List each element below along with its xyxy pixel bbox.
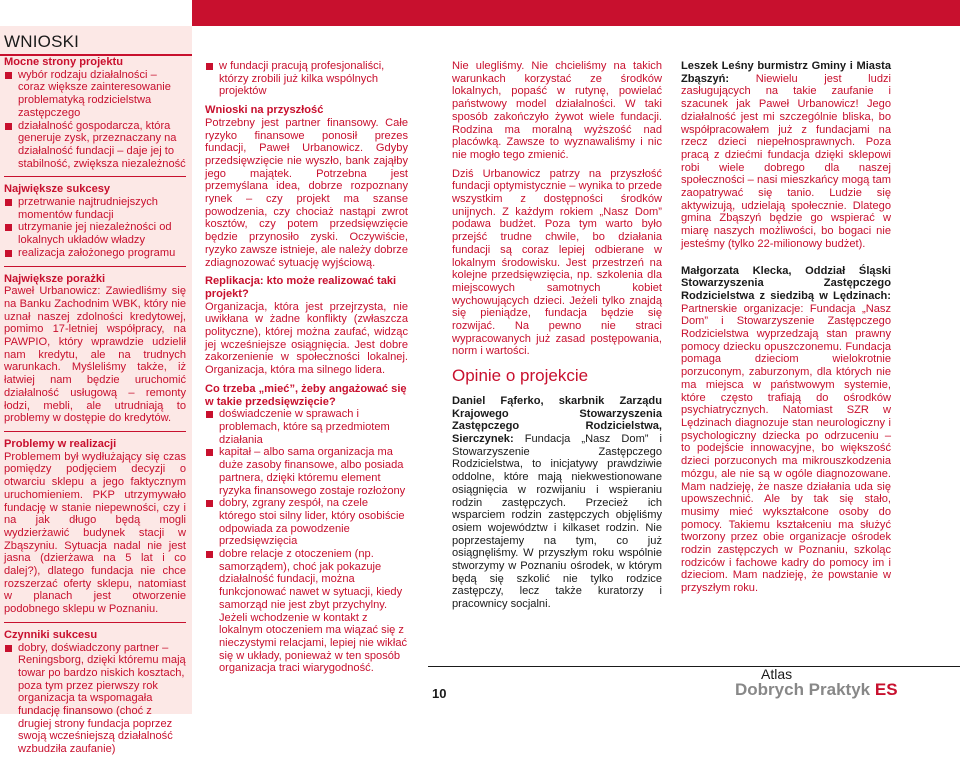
list-factors — [4, 642, 186, 756]
problems-text: Problemem był wydłużający się czas pomiędzy podjęciem decyzji o otwarciu sklepu a jego faktycznym uruchomieniem. PKP utrzymywało fundację w stanie niepewności, czy i na jak długo będą mogli wydzierżawić budynek stacji w Zbąszyniu. Sytuacja nadal nie jest jasna (dzierżawa na 5 lat i co dalej?), dlatego fundacja nie chce rozszerzać oferty sklepu, natomiast w planach jest otworzenie podobnego sklepu w Poznaniu. — [4, 450, 186, 616]
speaker-name: Leszek Leśny burmistrz Gminy i Miasta Zbąszyń: — [681, 60, 891, 85]
list-team — [205, 60, 408, 98]
footer-divider — [428, 666, 960, 667]
opinion-lesny — [681, 60, 891, 251]
heading-failures: Największe porażki — [4, 272, 106, 285]
section-title: WNIOSKI — [4, 32, 80, 51]
divider — [4, 176, 186, 177]
heading-factors: Czynniki sukcesu — [4, 628, 98, 641]
quote-text: Partnerskie organizacje: Fundacja „Nasz Dom” i Stowarzyszenie Zastępczego Rodzicielstwa wyprzedzają stan prawny pomocy dziecku opuszczonemu. Fundacja pomaga dzieciom wielokrotnie porzuconym, zaburzonym, dla których nie ma miejsca w państwowym systemie, które często trafiają do ośrodków psychiatrycznych. Natomiast SZR w Lędzinach diagnozuje stan neurologiczny i psychologiczny dziecka po odrzuceniu – to podejście innowacyjne, bo większość dzieci porzuconych ma mikrouszkodzenia mózgu, ale nie są w ogóle diagnozowane. Mam nadzieję, że nasze działania uda się upowszechnić. Ale by tak się stało, musimy mieć wykształcone osoby do pomocy. Takiemu kształceniu ma służyć tworzony przez obie organizacje ośrodek rodzin zastępczych w Poznaniu, szkoląc rodziców i fachowe kadry do pomocy im i dzieciom. Mam nadzieję, że powstanie w przyszłym roku. — [681, 302, 891, 595]
failures-text: Paweł Urbanowicz: Zawiedliśmy się na Banku Zachodnim WBK, który nie uznał naszej zdolności kredytowej, pomimo 17-letniej współpracy, na PAWPIO, który wprawdzie udzielił nam kredytu, ale na trudnych warunkach. Myśleliśmy także, iż łatwiej nam będzie uruchomić działalność usługową – remonty łodzi, mebli, ale utrudniają to problemy w dostępie do kredytów. — [4, 285, 186, 425]
list-needs — [205, 408, 408, 675]
heading-strengths: Mocne strony projektu — [4, 56, 123, 68]
heading-future: Wnioski na przyszłość — [205, 104, 324, 117]
heading-successes: Największe sukcesy — [4, 183, 111, 196]
paragraph: Nie ulegliśmy. Nie chcieliśmy na takich warunkach korzystać ze środków lokalnych, popaść w rutynę, powielać państwowy model działalności. W taki sposób zakończyło żywot wiele fundacji. Rodzina ma moralną wyższość nad placówką. Zawsze to wyznawaliśmy i nic nie mogło tego zmienić. — [452, 60, 662, 161]
heading-problems: Problemy w realizacji — [4, 437, 117, 450]
opinion-fafer — [452, 395, 662, 611]
column-1 — [4, 56, 186, 762]
divider — [4, 431, 186, 432]
list-item: przetrwanie najtrudniejszych momentów fundacji — [4, 196, 186, 221]
speaker-name: Małgorzata Klecka, Oddział Śląski Stowarzyszenia Zastępczego Rodzicielstwa z siedzibą w Lędzinach: — [681, 264, 891, 302]
list-strengths — [4, 69, 186, 171]
divider — [4, 622, 186, 623]
list-item: w fundacji pracują profesjonaliści, którzy zrobili już kilka wspólnych projektów — [205, 60, 408, 98]
column-2 — [205, 60, 408, 681]
list-item: doświadczenie w sprawach i problemach, które są przedmiotem działania — [205, 408, 408, 446]
heading-needs: Co trzeba „mieć”, żeby angażować się w takie przedsięwzięcie? — [205, 382, 407, 408]
column-4 — [681, 60, 891, 601]
list-item: działalność gospodarcza, która generuje zysk, przeznaczany na działalność fundacji – daje jej to stabilność, zwiększa niezależność — [4, 120, 186, 171]
header-spacer — [0, 0, 193, 26]
list-successes — [4, 196, 186, 260]
quote-text: Fundacja „Nasz Dom” i Stowarzyszenie Zastępczego Rodzicielstwa, to inicjatywy prawdziwie oddolne, które mają niekwestionowane osiągnięcia w rozwijaniu i wspieraniu rodzin zastępczych. Przecież ich wsparciem rodzin zastępczych objęliśmy osiem województw i kilkaset rodzin. Nie poprzestajemy na tym, co już osiągnęliśmy. W przyszłym roku wspólnie stworzymy w Poznaniu ośrodek, w którym będą się szkolić nie tylko rodzice zastępczy, lecz także kuratorzy i pracownicy socjalni. — [452, 432, 663, 611]
list-item: utrzymanie jej niezależności od lokalnych układów władzy — [4, 221, 186, 246]
section-title-bar — [0, 26, 192, 56]
replication-text: Organizacja, która jest przejrzysta, nie uwikłana w żadne konflikty (zwłaszcza polityczne), której można zaufać, widząc jej wcześniejsze osiągnięcia. Jest dobre zakorzenienie w społeczności lokalnej. Organizacja, która ma silnego lidera. — [205, 300, 408, 377]
logo-atlas: Atlas — [761, 666, 793, 682]
list-item: dobry, zgrany zespół, na czele którego stoi silny lider, który osobiście odpowiada za powodzenie przedsięwzięcia — [205, 497, 408, 548]
divider — [4, 266, 186, 267]
publication-logo — [735, 666, 898, 700]
page-number: 10 — [432, 686, 447, 701]
column-3 — [452, 60, 662, 617]
list-item: dobry, doświadczony partner – Reningsborg, dzięki któremu mają towar po bardzo niskich kosztach, poza tym przez pierwszy rok organizacja ta wspomagała fundację finansowo (choć z drugiej strony fundacja poprzez swoją wcześniejszą działalność wzbudziła zaufanie) — [4, 642, 186, 756]
header-red-bar — [192, 0, 960, 26]
list-item: wybór rodzaju działalności – coraz większe zainteresowanie problematyką rodzicielstwa zastępczego — [4, 69, 186, 120]
logo-main: Dobrych Praktyk — [735, 680, 871, 699]
list-item: kapitał – albo sama organizacja ma duże zasoby finansowe, albo posiada partnera, dzięki któremu element ryzyka finansowego zostaje rozłożony — [205, 446, 408, 497]
speaker-name: Daniel Fąferko, skarbnik Zarządu Krajowego Stowarzyszenia Zastępczego Rodzicielstwa, Sierczynek: — [452, 394, 662, 445]
opinions-heading: Opinie o projekcie — [452, 366, 589, 386]
opinion-klecka — [681, 265, 891, 595]
heading-replication: Replikacja: kto może realizować taki projekt? — [205, 275, 397, 300]
future-text: Potrzebny jest partner finansowy. Całe ryzyko finansowe ponosił prezes fundacji, Paweł Urbanowicz. Gdyby przedsięwzięcie nie wyszło, bank zająłby jego majątek. Potrzebna jest przemyślana idea, dobrze rozpoznany rynek – czy projekt ma szanse powodzenia, czy chociaż nastąpi zwrot kosztów, czy potem przedsięwzięcie będzie przynosiło zyski. Oczywiście, ryzyko zawsze istnieje, ale należy dobrze zdiagnozować sytuację wyjściową. — [205, 116, 408, 269]
list-item: dobre relacje z otoczeniem (np. samorządem), choć jak pokazuje działalność fundacji, można funkcjonować nawet w sytuacji, kiedy samorząd nie jest zbyt przychylny. Jeżeli wchodzenie w kontakt z lokalnym otoczeniem ma wiązać się z nieczystymi relacjami, lepiej nie wikłać się w układy, ponieważ w ten sposób organizacja traci wiarygodność. — [205, 548, 408, 675]
logo-es: ES — [874, 680, 898, 699]
quote-text: Niewielu jest ludzi zasługujących na takie zaufanie i szacunek jak Paweł Urbanowicz! Jego działalność jest mi szczególnie bliska, bo współpracowałem już z fundacjami na rzecz dzieci niepełnosprawnych. Poza pracą z dziećmi fundacja dzięki sklepowi robi wiele dobrego dla naszej społeczności – nasi mieszkańcy mogą tam zaopatrywać się tanio. Ludzie się aktywizują, udzielają społecznie. Dlatego gmina Zbąszyń będzie go wspierać w miarę naszych możliwości, bo bogaci nie jesteśmy (tylko 22-milionowy budżet). — [681, 72, 891, 250]
paragraph: Dziś Urbanowicz patrzy na przyszłość fundacji optymistycznie – wynika to przede wszystkim z dostępności środków unijnych. Z każdym rokiem „Nasz Dom” podawa budżet. Poza tym warto było przejść trudne chwile, bo działania fundacji są coraz lepiej odbierane w lokalnym środowisku. Jest przestrzeń na kolejne przedsięwzięcia, np. szkolenia dla miejscowych samotnych kobiet wychowujących dzieci. Jeżeli tylko znajdą się pieniądze, fundacja będzie się rozwijać. Na pewno nie straci wypracowanych już zasad postępowania, norm i wartości. — [452, 167, 662, 358]
list-item: realizacja założonego programu — [4, 247, 186, 260]
